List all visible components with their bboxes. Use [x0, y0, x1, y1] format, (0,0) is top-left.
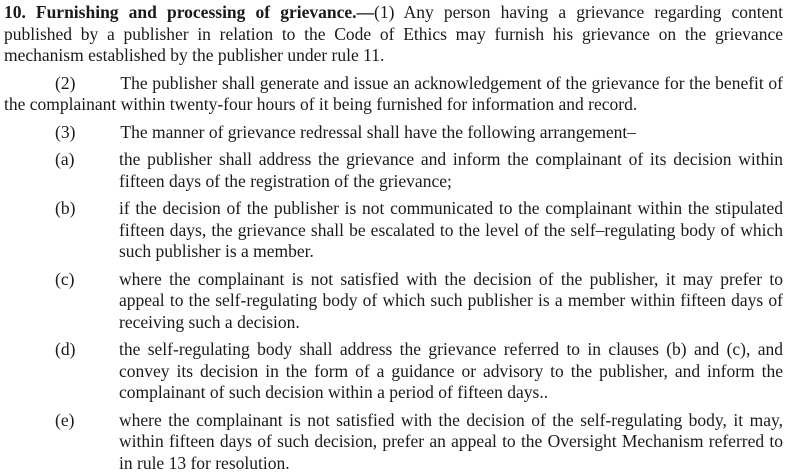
sub-clause-e-label: (e) [55, 409, 75, 430]
tab-spacer [75, 137, 120, 138]
sub-clause-c [4, 269, 783, 334]
sub-clause-e-text: where the complainant is not satisfied with the decision of the self-regulating body, it may, within fifteen days of such decision, prefer an appeal to the Oversight Mechanism referred to in rule 13 for resolution. [119, 409, 783, 473]
rule-number: 10. [4, 2, 26, 22]
clause-1-text: (1) Any person having a grievance regarding content published by a publisher in relation to the Code of Ethics may furnish his grievance on the grievance mechanism established by the publisher under rule 11. [4, 2, 783, 65]
sub-clause-c-label: (c) [55, 268, 75, 289]
clause-1-paragraph [4, 2, 783, 67]
sub-clause-b-label: (b) [55, 198, 76, 218]
sub-clause-a-text: the publisher shall address the grievance and inform the complainant of its decision within fifteen days of the registration of the grievance; [119, 149, 783, 191]
clause-2-paragraph [4, 73, 783, 116]
sub-clause-d-label: (d) [55, 339, 76, 359]
tab-spacer [26, 17, 36, 18]
clause-3-label: (3) [55, 121, 76, 142]
sub-clause-a-label: (a) [55, 149, 75, 169]
clause-3-text: The manner of grievance redressal shall have the following arrangement– [120, 121, 636, 142]
clause-2-text: The publisher shall generate and issue an acknowledgement of the grievance for the benefit of the complainant within twenty-four hours of it being furnished for information and record. [4, 72, 783, 114]
sub-clause-c-text: where the complainant is not satisfied with the decision of the publisher, it may prefer to appeal to the self-regulating body of which such publisher is a member within fifteen days of receiving such a decision. [119, 268, 783, 332]
sub-clause-b-text: if the decision of the publisher is not communicated to the complainant within the stipulated fifteen days, the grievance shall be escalated to the level of the self–regulating body of which such publisher is a member. [119, 198, 783, 261]
clause-3-paragraph [4, 122, 783, 144]
sub-clause-d-text: the self-regulating body shall address the grievance referred to in clauses (b) and (c), and convey its decision in the form of a guidance or advisory to the publisher, and inform the complainant of such decision within a period of fifteen days.. [119, 339, 783, 402]
sub-clause-e [4, 410, 783, 473]
sub-clause-d [4, 339, 783, 404]
rule-heading: Furnishing and processing of grievance.— [35, 2, 375, 22]
clause-2-label: (2) [55, 72, 76, 93]
tab-spacer [4, 137, 55, 138]
tab-spacer [75, 88, 120, 89]
sub-clause-a [4, 149, 783, 192]
tab-spacer [4, 88, 55, 89]
sub-clause-b [4, 198, 783, 263]
